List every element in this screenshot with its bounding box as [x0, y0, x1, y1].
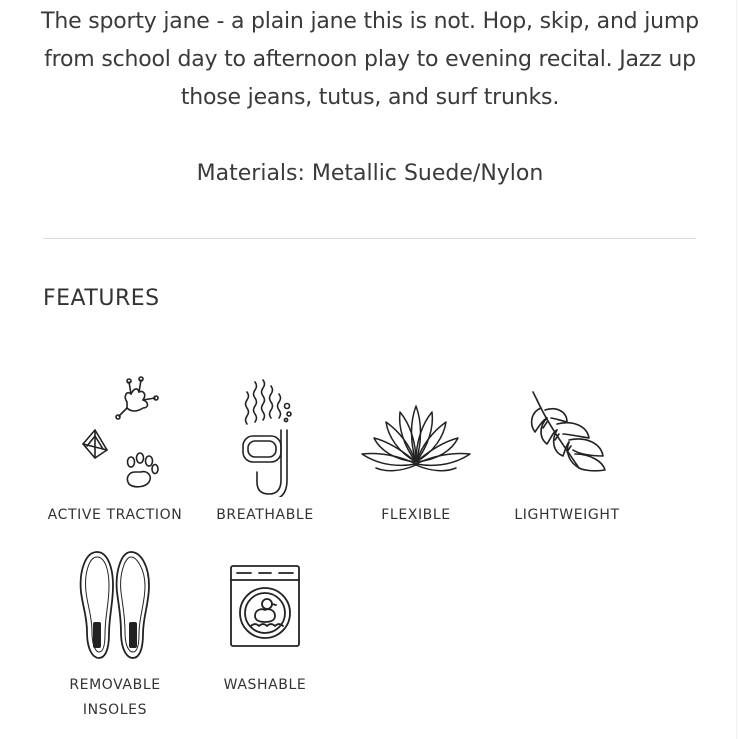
- feature-lightweight: [492, 372, 642, 528]
- feature-active-traction: [40, 372, 190, 528]
- feature-label: WASHABLE: [223, 677, 307, 693]
- insoles-icon: [65, 542, 165, 667]
- feature-washable: [190, 542, 340, 698]
- product-description: The sporty jane - a plain jane this is not. Hop, skip, and jump from school day to afternoon play to evening recital. Jazz up those jeans, tutus, and surf trunks.: [41, 9, 699, 110]
- washing-machine-icon: [215, 542, 315, 667]
- feature-flexible: [341, 372, 491, 528]
- footprints-icon: [65, 372, 165, 497]
- lotus-icon: [356, 372, 476, 497]
- product-materials: Materials: Metallic Suede/Nylon: [196, 161, 544, 186]
- feature-label: REMOVABLE INSOLES: [69, 677, 161, 718]
- section-divider: [43, 238, 696, 239]
- feature-label: BREATHABLE: [216, 507, 314, 523]
- feather-icon: [517, 372, 617, 497]
- feature-label: FLEXIBLE: [381, 507, 451, 523]
- feature-breathable: [190, 372, 340, 528]
- page-edge: [736, 0, 737, 739]
- snorkel-icon: [215, 372, 315, 497]
- feature-label: ACTIVE TRACTION: [47, 507, 183, 523]
- feature-label: LIGHTWEIGHT: [514, 507, 620, 523]
- feature-removable-insoles: [40, 542, 190, 723]
- features-heading: FEATURES: [43, 286, 160, 311]
